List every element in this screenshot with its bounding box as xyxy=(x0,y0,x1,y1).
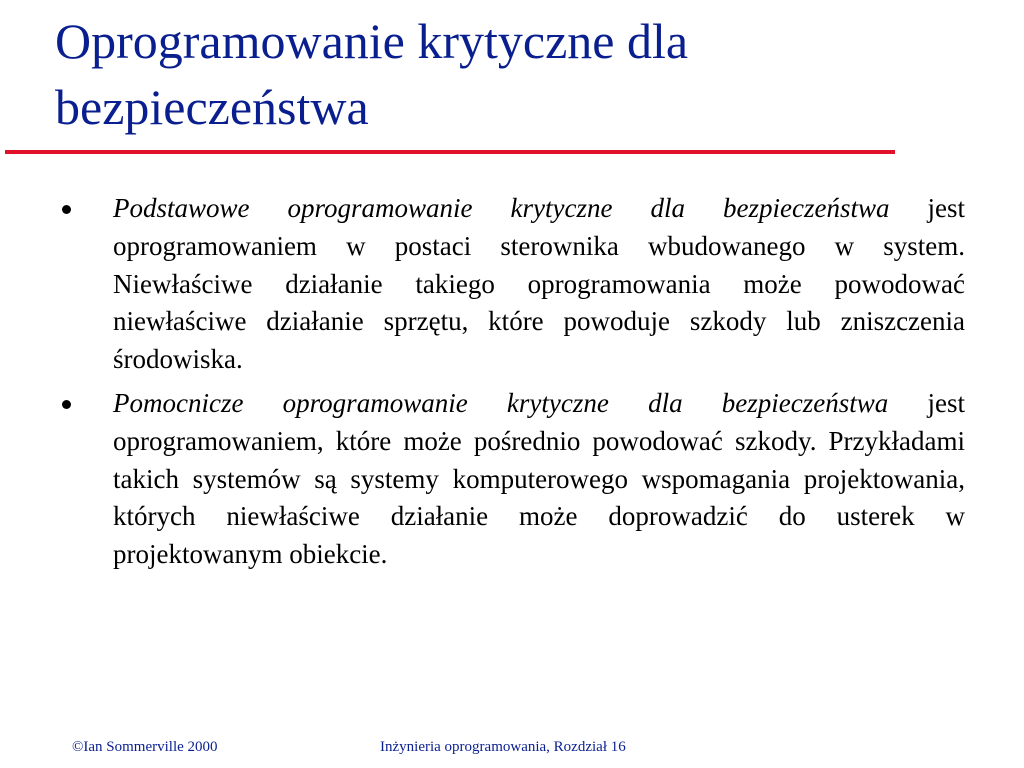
bullet-item-primary-software xyxy=(55,190,965,379)
bullet-list xyxy=(55,190,965,580)
bullet-term: Podstawowe oprogramowanie krytyczne dla bezpieczeństwa xyxy=(113,193,890,223)
bullet-term: Pomocnicze oprogramowanie krytyczne dla bezpieczeństwa xyxy=(113,387,889,418)
footer-course-title: Inżynieria oprogramowania, Rozdział 16 xyxy=(380,739,626,755)
bullet-text: jest oprogramowaniem, które może pośrednio powodować szkody. Przykładami takich systemów są systemy komputerowego wspomagania projektowania, których niewłaściwe działanie może doprowadzić do usterek w projektowanym obiekcie. xyxy=(113,387,965,570)
bullet-item-secondary-software xyxy=(55,385,965,574)
bullet-text: jest oprogramowaniem w postaci sterownika wbudowanego w system. Niewłaściwe działanie takiego oprogramowania może powodować niewłaściwe działanie sprzętu, które powoduje szkody lub zniszczenia środowiska. xyxy=(113,193,965,375)
bullet-dot-icon xyxy=(62,205,71,214)
footer-copyright: ©Ian Sommerville 2000 xyxy=(72,739,218,755)
bullet-dot-icon xyxy=(62,400,71,409)
slide-title: Oprogramowanie krytyczne dla bezpieczeństwa xyxy=(55,13,689,135)
title-underline-rule xyxy=(5,150,895,154)
